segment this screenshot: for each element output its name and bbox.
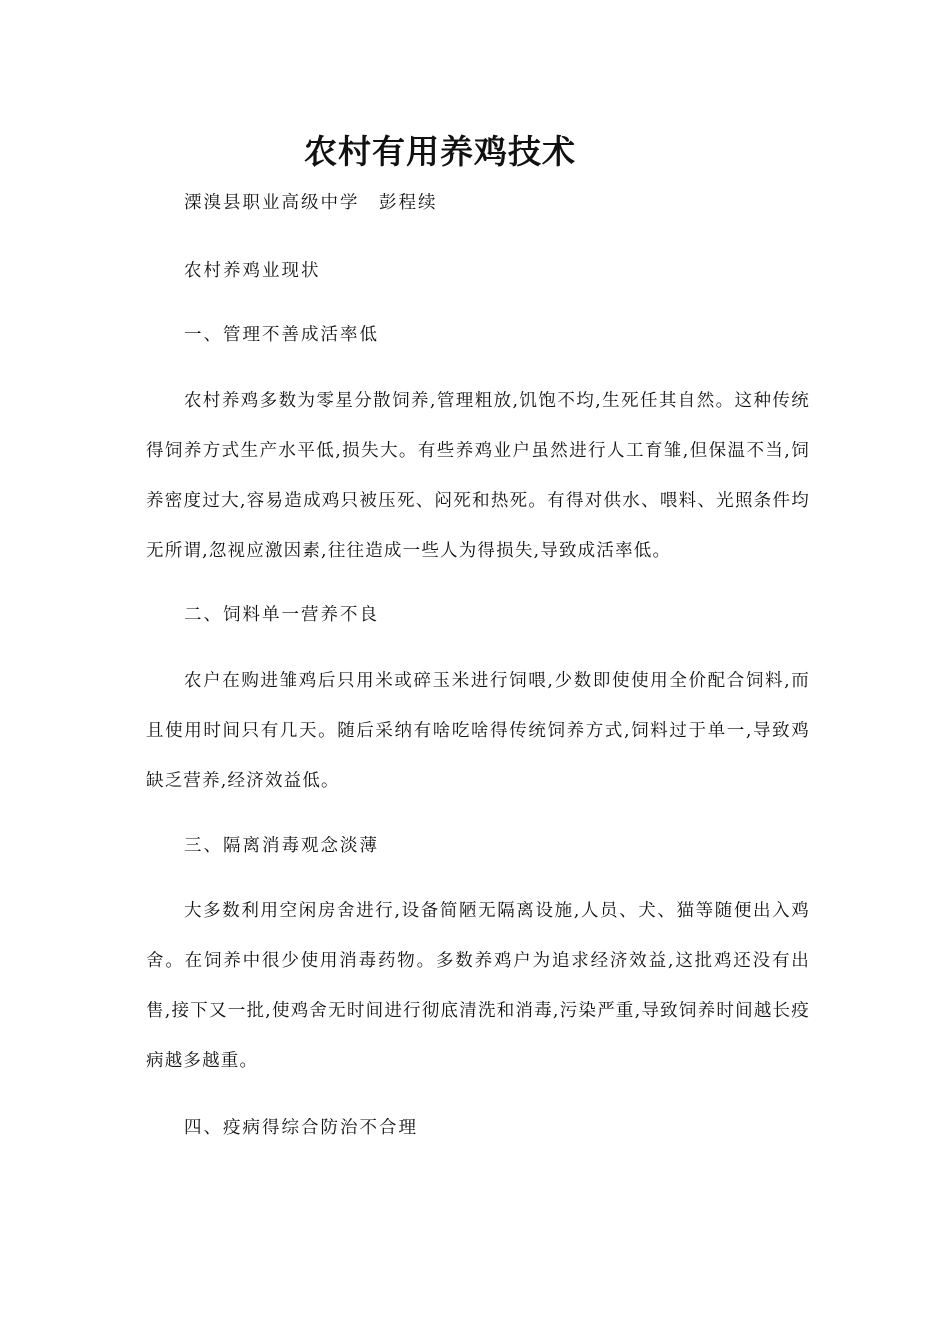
document-title: 农村有用养鸡技术: [304, 132, 576, 171]
paragraph-3: 大多数利用空闲房舍进行,设备简陋无隔离设施,人员、犬、猫等随便出入鸡舍。在饲养中很少使用消毒药物。多数养鸡户为追求经济效益,这批鸡还没有出售,接下又一批,使鸡舍无时间进行彻底清洗和消毒,污染严重,导致饲养时间越长疫病越多越重。: [146, 901, 810, 1071]
subsection-heading-4: 四、疫病得综合防治不合理: [184, 1118, 418, 1138]
subsection-heading-2: 二、饲料单一营养不良: [184, 605, 379, 625]
subsection-heading-1: 一、管理不善成活率低: [184, 325, 379, 345]
paragraph-1: 农村养鸡多数为零星分散饲养,管理粗放,饥饱不均,生死任其自然。这种传统得饲养方式生产水平低,损失大。有些养鸡业户虽然进行人工育雏,但保温不当,饲养密度过大,容易造成鸡只被压死、闷死和热死。有得对供水、喂料、光照条件均无所谓,忽视应激因素,往往造成一些人为得损失,导致成活率低。: [146, 391, 810, 561]
subsection-heading-3: 三、隔离消毒观念淡薄: [184, 836, 379, 856]
paragraph-2: 农户在购进雏鸡后只用米或碎玉米进行饲喂,少数即使使用全价配合饲料,而且使用时间只有几天。随后采纳有啥吃啥得传统饲养方式,饲料过于单一,导致鸡缺乏营养,经济效益低。: [146, 671, 810, 791]
author-line: 溧溴县职业高级中学 彭程续: [184, 193, 438, 213]
section-heading: 农村养鸡业现状: [184, 261, 321, 281]
